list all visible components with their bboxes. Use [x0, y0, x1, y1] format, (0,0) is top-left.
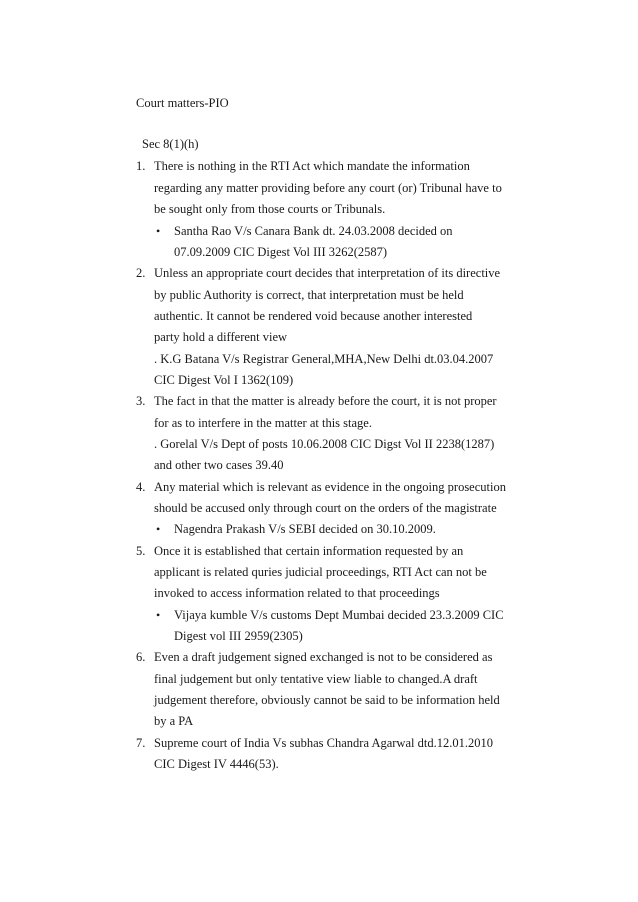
item-text-line: party hold a different view	[154, 330, 288, 344]
item-number: 2.	[136, 266, 146, 280]
bullet-marker: •	[156, 224, 161, 238]
item-number: 1.	[136, 159, 146, 173]
item-text-line: Any material which is relevant as evidence in the ongoing prosecution	[154, 480, 506, 494]
case-citation-line: and other two cases 39.40	[154, 458, 284, 472]
case-citation-line: . K.G Batana V/s Registrar General,MHA,New Delhi dt.03.04.2007	[154, 352, 494, 366]
case-citation-line: Digest vol III 2959(2305)	[174, 629, 303, 643]
item-text-line: regarding any matter providing before any court (or) Tribunal have to	[154, 181, 502, 195]
case-citation-line: Nagendra Prakash V/s SEBI decided on 30.10.2009.	[174, 522, 436, 536]
item-text-line: judgement therefore, obviously cannot be said to be information held	[154, 693, 500, 707]
bullet-marker: •	[156, 522, 161, 536]
item-text-line: Unless an appropriate court decides that interpretation of its directive	[154, 266, 501, 280]
item-text-line: should be accused only through court on the orders of the magistrate	[154, 501, 497, 515]
item-text-line: final judgement but only tentative view liable to changed.A draft	[154, 672, 478, 686]
case-citation-line: 07.09.2009 CIC Digest Vol III 3262(2587)	[174, 245, 388, 259]
document-title: Court matters-PIO	[136, 96, 229, 110]
case-citation-line: CIC Digest IV 4446(53).	[154, 757, 279, 771]
case-citation-line: CIC Digest Vol I 1362(109)	[154, 373, 294, 387]
item-number: 6.	[136, 650, 146, 664]
item-text-line: by a PA	[154, 714, 194, 728]
item-text-line: The fact in that the matter is already before the court, it is not proper	[154, 394, 497, 408]
item-text-line: There is nothing in the RTI Act which mandate the information	[154, 159, 470, 173]
item-text-line: Even a draft judgement signed exchanged is not to be considered as	[154, 650, 493, 664]
item-number: 3.	[136, 394, 146, 408]
item-text-line: by public Authority is correct, that interpretation must be held	[154, 288, 464, 302]
case-citation-line: Supreme court of India Vs subhas Chandra Agarwal dtd.12.01.2010	[154, 736, 493, 750]
case-citation-line: Vijaya kumble V/s customs Dept Mumbai decided 23.3.2009 CIC	[174, 608, 504, 622]
item-text-line: applicant is related quries judicial proceedings, RTI Act can not be	[154, 565, 487, 579]
item-number: 7.	[136, 736, 146, 750]
item-text-line: Once it is established that certain information requested by an	[154, 544, 464, 558]
item-number: 5.	[136, 544, 146, 558]
item-text-line: for as to interfere in the matter at this stage.	[154, 416, 372, 430]
section-reference: Sec 8(1)(h)	[142, 137, 199, 151]
item-text-line: invoked to access information related to that proceedings	[154, 586, 440, 600]
item-number: 4.	[136, 480, 146, 494]
item-text-line: be sought only from those courts or Tribunals.	[154, 202, 386, 216]
case-citation-line: Santha Rao V/s Canara Bank dt. 24.03.2008 decided on	[174, 224, 453, 238]
item-text-line: authentic. It cannot be rendered void because another interested	[154, 309, 473, 323]
case-citation-line: . Gorelal V/s Dept of posts 10.06.2008 CIC Digst Vol II 2238(1287)	[154, 437, 495, 451]
bullet-marker: •	[156, 608, 161, 622]
